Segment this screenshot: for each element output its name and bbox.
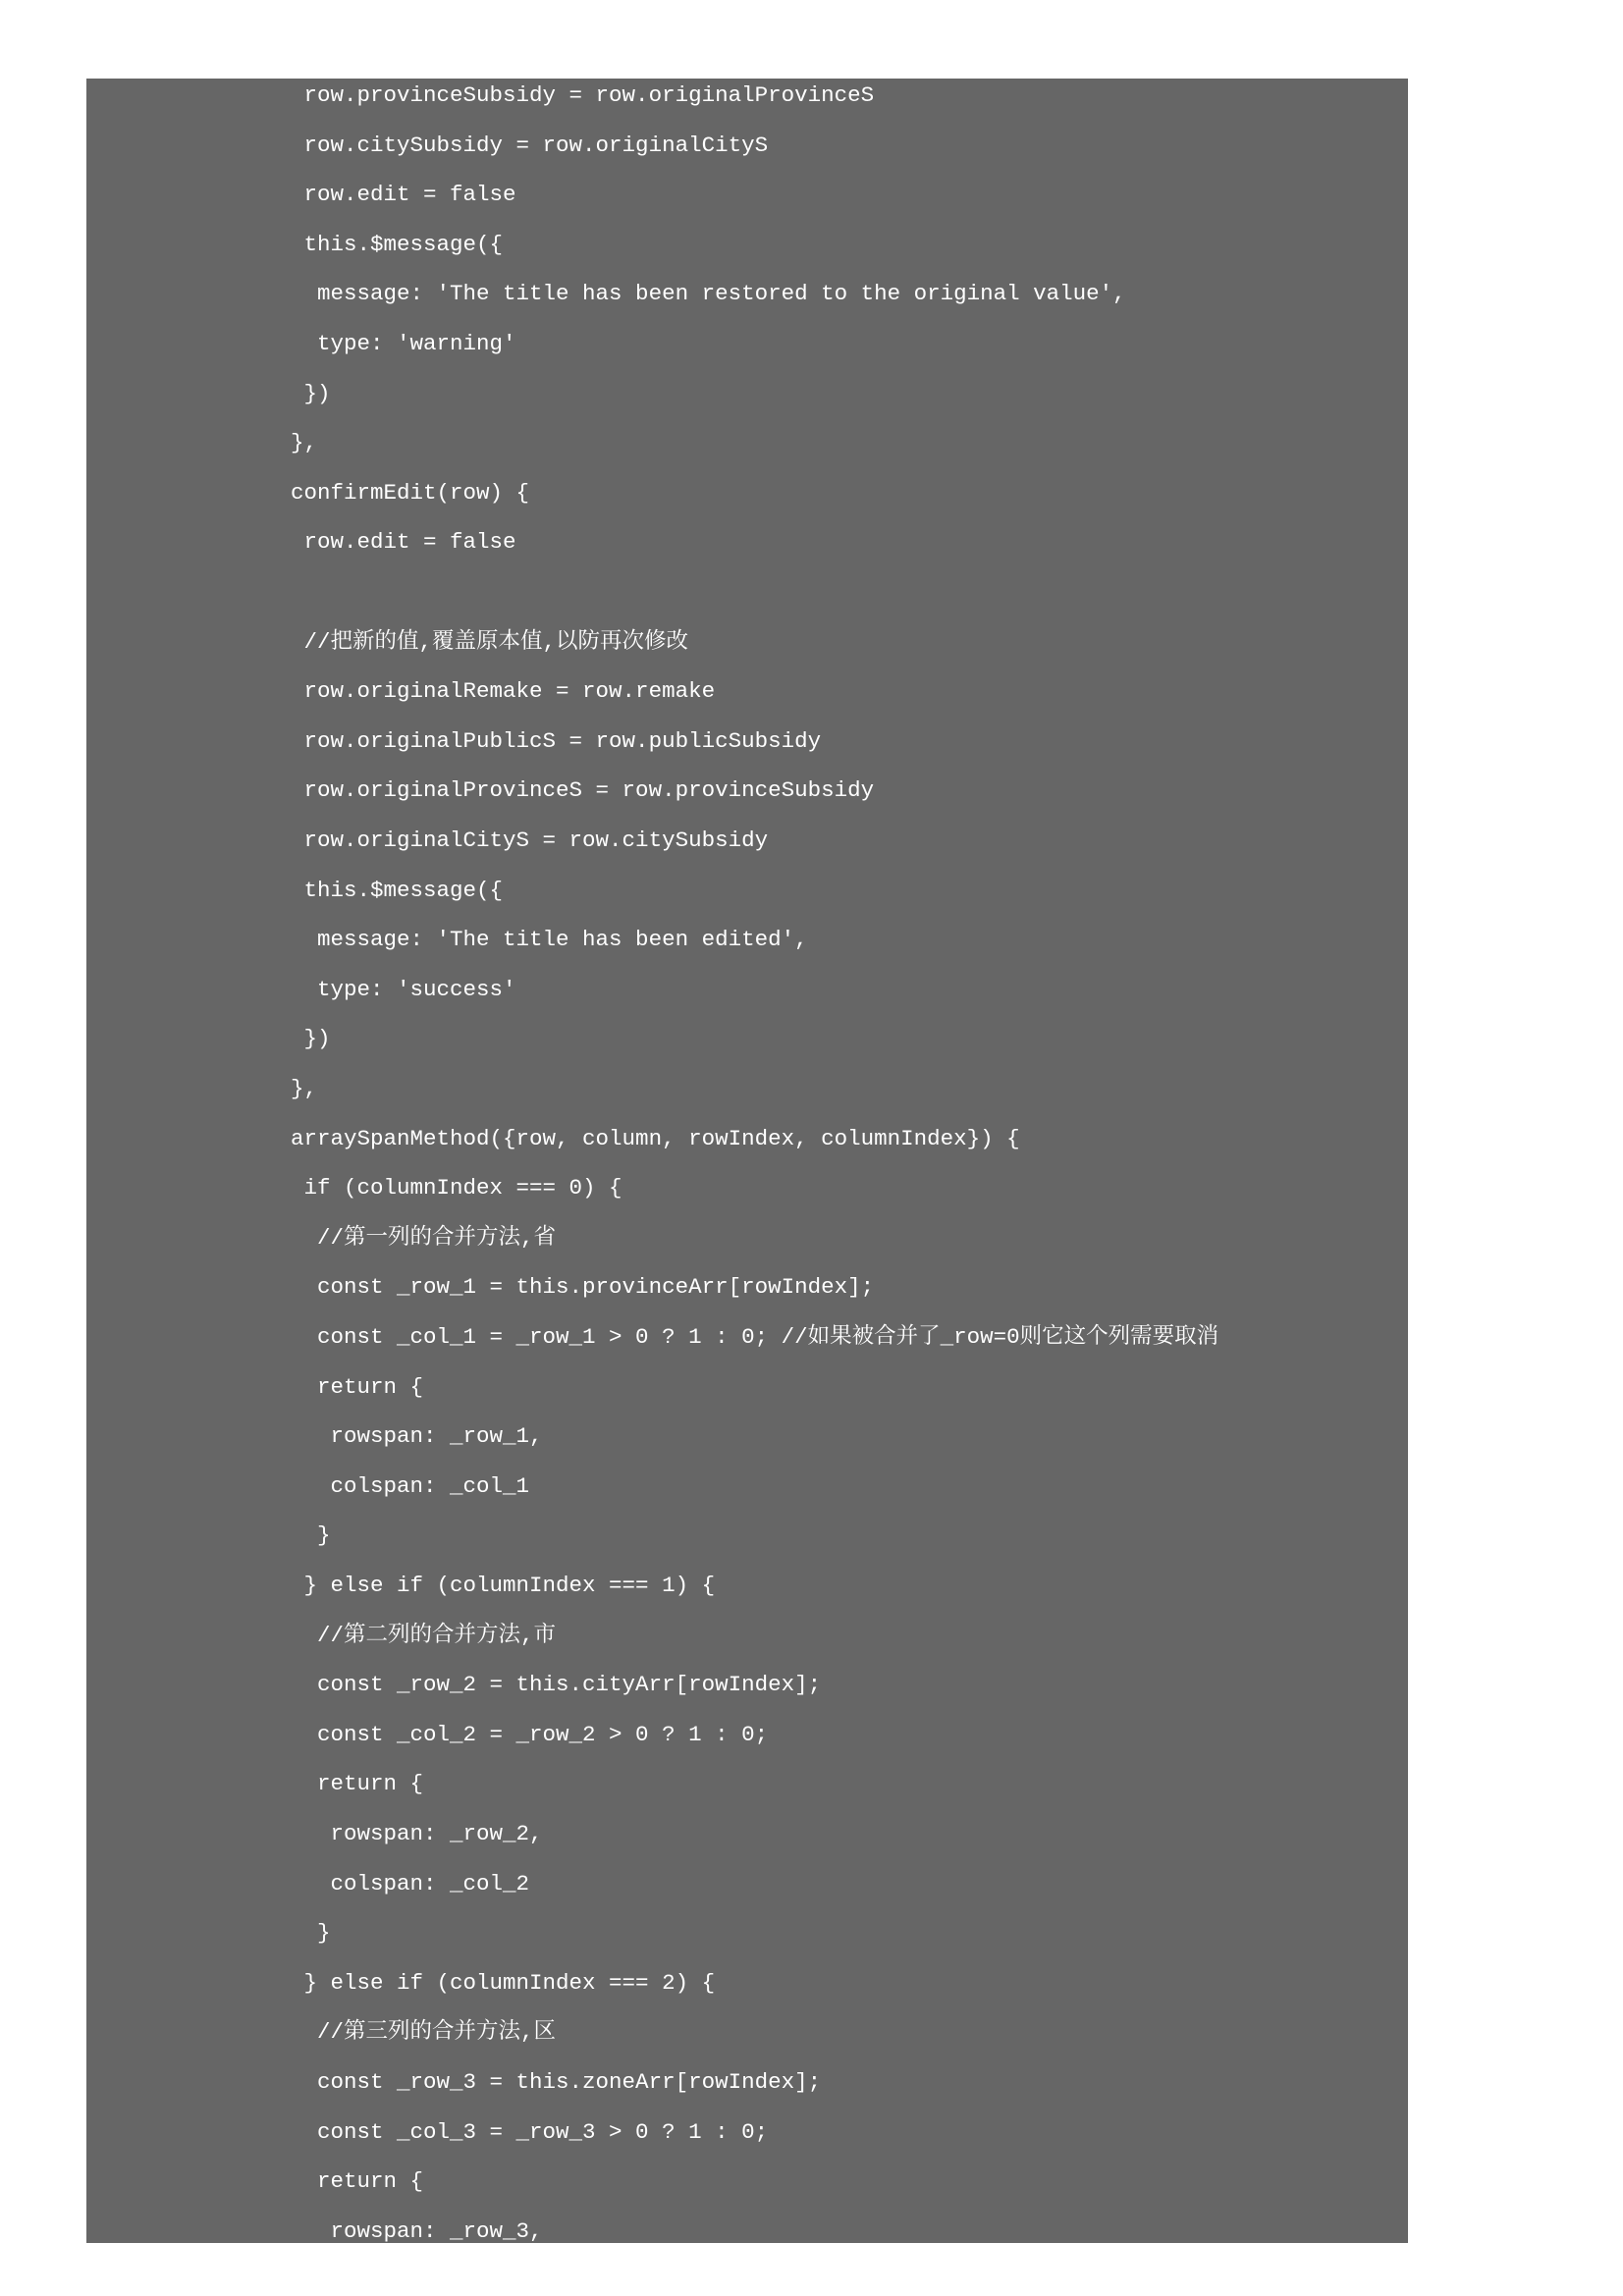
code-line: row.edit = false [264, 529, 516, 556]
code-line: } else if (columnIndex === 1) { [264, 1573, 716, 1598]
code-line: const _col_1 = _row_1 > 0 ? 1 : 0; //如果被合并了_row=0则它这个列需要取消 [264, 1324, 1219, 1350]
code-line: const _row_3 = this.zoneArr[rowIndex]; [264, 2069, 822, 2095]
code-line: row.citySubsidy = row.originalCityS [264, 132, 769, 158]
code-line: } [264, 1522, 331, 1549]
code-line: }, [264, 430, 318, 456]
code-line: rowspan: _row_2, [264, 1821, 543, 1846]
code-line: row.originalProvinceS = row.provinceSubsidy [264, 777, 875, 804]
code-line: row.originalCityS = row.citySubsidy [264, 828, 769, 853]
code-line: return { [264, 2168, 424, 2195]
code-line: }, [264, 1076, 318, 1101]
code-line: //第三列的合并方法,区 [264, 2019, 557, 2046]
code-line: //第二列的合并方法,市 [264, 1622, 557, 1648]
code-line: type: 'success' [264, 976, 516, 1002]
code-line: row.provinceSubsidy = row.originalProvinceS [264, 82, 875, 108]
code-line: rowspan: _row_3, [264, 2217, 543, 2244]
code-line: //第一列的合并方法,省 [264, 1224, 557, 1251]
code-line: }) [264, 380, 331, 406]
code-line: return { [264, 1771, 424, 1797]
code-line: const _row_1 = this.provinceArr[rowIndex]; [264, 1274, 875, 1301]
code-line: this.$message({ [264, 231, 504, 257]
code-line: arraySpanMethod({row, column, rowIndex, columnIndex}) { [264, 1125, 1020, 1151]
code-line: confirmEdit(row) { [264, 479, 530, 506]
code-line: const _col_2 = _row_2 > 0 ? 1 : 0; [264, 1721, 769, 1747]
code-line: } [264, 1920, 331, 1947]
code-line: return { [264, 1373, 424, 1400]
code-line: } else if (columnIndex === 2) { [264, 1969, 716, 1996]
code-line: if (columnIndex === 0) { [264, 1175, 622, 1201]
code-line: row.edit = false [264, 182, 516, 208]
code-line: const _col_3 = _row_3 > 0 ? 1 : 0; [264, 2118, 769, 2145]
code-line: colspan: _col_2 [264, 1870, 530, 1896]
code-line: }) [264, 1026, 331, 1052]
code-line: message: 'The title has been edited', [264, 927, 808, 953]
code-line: type: 'warning' [264, 331, 516, 356]
code-line: row.originalRemake = row.remake [264, 678, 716, 705]
code-line: rowspan: _row_1, [264, 1423, 543, 1450]
code-block [86, 79, 1408, 2243]
code-line: colspan: _col_1 [264, 1472, 530, 1499]
code-line: //把新的值,覆盖原本值,以防再次修改 [264, 628, 689, 655]
code-line: message: 'The title has been restored to the original value', [264, 281, 1126, 307]
code-line: const _row_2 = this.cityArr[rowIndex]; [264, 1672, 822, 1698]
code-line: this.$message({ [264, 877, 504, 903]
code-line: row.originalPublicS = row.publicSubsidy [264, 727, 822, 754]
